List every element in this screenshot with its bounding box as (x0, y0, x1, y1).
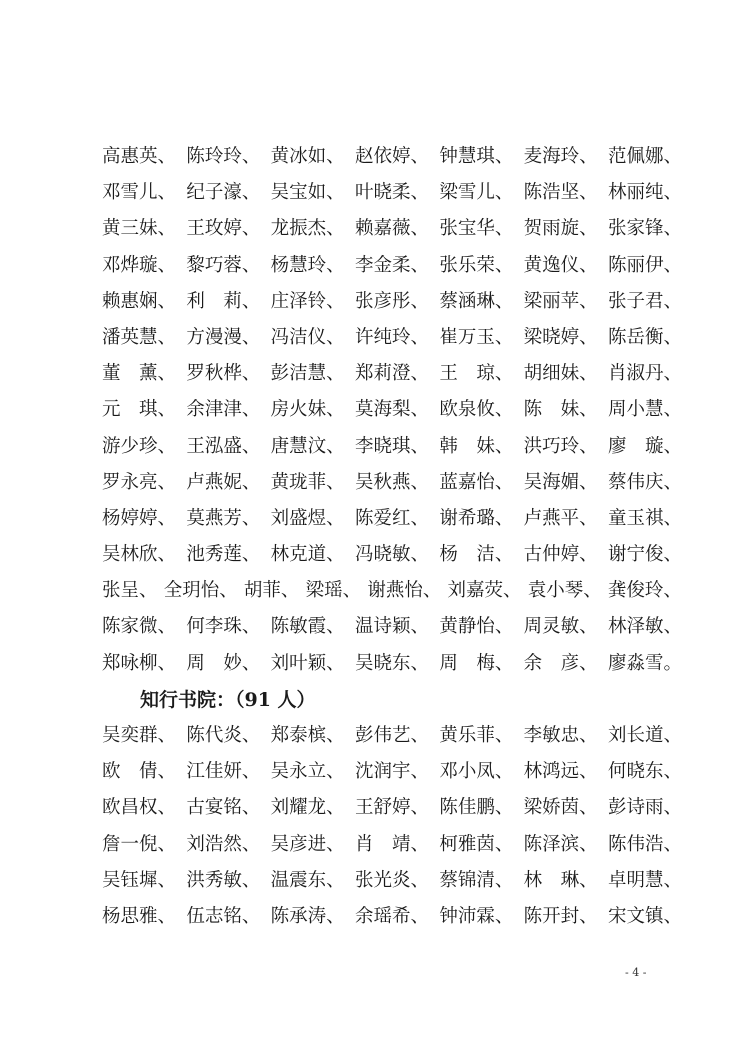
name-entry: 全玥怡、 (163, 580, 238, 602)
name-entry: 何李珠、 (186, 616, 261, 638)
name-entry: 吴彦进、 (270, 833, 345, 855)
name-row (102, 501, 682, 537)
name-entry: 黄逸仪、 (523, 254, 598, 276)
name-entry: 梁娇茵、 (523, 797, 598, 819)
name-entry: 王泓盛、 (186, 435, 261, 457)
name-row (102, 790, 682, 826)
name-entry: 廖 璇、 (607, 435, 682, 457)
name-entry: 林泽敏、 (607, 616, 682, 638)
name-list-block (102, 139, 682, 935)
name-row (102, 175, 682, 211)
name-entry: 余瑶希、 (354, 905, 429, 927)
name-entry: 钟沛霖、 (439, 905, 514, 927)
name-row (102, 465, 682, 501)
name-entry: 杨婷婷、 (102, 507, 177, 529)
name-entry: 谢希璐、 (439, 507, 514, 529)
name-entry: 张乐荣、 (439, 254, 514, 276)
name-entry: 梁瑶、 (305, 580, 362, 602)
name-entry: 周灵敏、 (523, 616, 598, 638)
name-entry: 潘英慧、 (102, 326, 177, 348)
name-entry: 李晓琪、 (354, 435, 429, 457)
name-row (102, 827, 682, 863)
name-entry: 赖嘉薇、 (354, 218, 429, 240)
name-entry: 陈玲玲、 (186, 146, 261, 167)
name-entry: 陈承涛、 (270, 905, 345, 927)
name-entry: 黄三妹、 (102, 218, 177, 240)
name-entry: 冯洁仪、 (270, 326, 345, 348)
name-row (102, 429, 682, 465)
name-entry: 吴奕群、 (102, 725, 177, 746)
name-entry: 王舒婷、 (354, 797, 429, 819)
name-entry: 谢燕怡、 (367, 580, 442, 602)
name-entry: 陈佳鹏、 (439, 797, 514, 819)
name-list-section-1 (102, 139, 682, 682)
name-entry: 范佩娜、 (607, 146, 682, 167)
name-entry: 唐慧汶、 (270, 435, 345, 457)
name-entry: 詹一倪、 (102, 833, 177, 855)
name-entry: 周小慧、 (607, 399, 682, 421)
name-row (102, 646, 682, 682)
name-row (102, 320, 682, 356)
name-entry: 伍志铭、 (186, 905, 261, 927)
name-row (102, 211, 682, 247)
name-entry: 池秀莲、 (186, 544, 261, 566)
name-entry: 邓雪儿、 (102, 182, 177, 204)
name-entry: 余 彦、 (523, 652, 598, 674)
name-entry: 沈润宇、 (354, 761, 429, 783)
name-entry: 元 琪、 (102, 399, 177, 421)
name-entry: 刘耀龙、 (270, 797, 345, 819)
name-row (102, 573, 682, 609)
name-entry: 贺雨旋、 (523, 218, 598, 240)
name-entry: 吴宝如、 (270, 182, 345, 204)
name-entry: 梁丽苹、 (523, 290, 598, 312)
name-entry: 邓小凤、 (439, 761, 514, 783)
name-entry: 杨 洁、 (439, 544, 514, 566)
name-entry: 罗永亮、 (102, 471, 177, 493)
name-entry: 蓝嘉怡、 (439, 471, 514, 493)
name-entry: 肖淑丹、 (607, 363, 682, 385)
name-entry: 陈伟浩、 (607, 833, 682, 855)
name-entry: 吴林欣、 (102, 544, 177, 566)
name-entry: 袁小琴、 (527, 580, 602, 602)
name-entry: 古宴铭、 (186, 797, 261, 819)
name-entry: 莫海梨、 (354, 399, 429, 421)
name-entry: 钟慧琪、 (439, 146, 514, 167)
name-entry: 张光炎、 (354, 869, 429, 891)
name-entry: 童玉祺、 (607, 507, 682, 529)
name-row (102, 609, 682, 645)
name-entry: 刘盛煜、 (270, 507, 345, 529)
name-entry: 彭诗雨、 (607, 797, 682, 819)
name-entry: 温震东、 (270, 869, 345, 891)
name-entry: 谢宁俊、 (607, 544, 682, 566)
name-entry: 李敏忠、 (523, 725, 598, 746)
name-entry: 胡菲、 (243, 580, 300, 602)
name-entry: 陈丽伊、 (607, 254, 682, 276)
name-row (102, 754, 682, 790)
name-entry: 庄泽铃、 (270, 290, 345, 312)
name-entry: 梁雪儿、 (439, 182, 514, 204)
name-row (102, 718, 682, 754)
name-entry: 陈开封、 (523, 905, 598, 927)
name-row (102, 537, 682, 573)
name-entry: 蔡涵琳、 (439, 290, 514, 312)
name-entry: 黄乐菲、 (439, 725, 514, 746)
name-entry: 郑泰槟、 (270, 725, 345, 746)
name-entry: 周 梅、 (439, 652, 514, 674)
name-entry: 蔡锦清、 (439, 869, 514, 891)
name-entry: 卢燕平、 (523, 507, 598, 529)
name-entry: 黎巧蓉、 (186, 254, 261, 276)
name-entry: 彭伟艺、 (354, 725, 429, 746)
name-entry: 王玫婷、 (186, 218, 261, 240)
name-entry: 陈爱红、 (354, 507, 429, 529)
name-entry: 胡细妹、 (523, 363, 598, 385)
name-entry: 吴海媚、 (523, 471, 598, 493)
name-entry: 王 琼、 (439, 363, 514, 385)
name-entry: 梁晓婷、 (523, 326, 598, 348)
name-entry: 陈浩坚、 (523, 182, 598, 204)
name-entry: 韩 妹、 (439, 435, 514, 457)
name-entry: 宋文镇、 (607, 905, 682, 927)
name-entry: 肖 靖、 (354, 833, 429, 855)
name-entry: 崔万玉、 (439, 326, 514, 348)
name-entry: 吴钰墀、 (102, 869, 177, 891)
name-entry: 房火妹、 (270, 399, 345, 421)
name-entry: 叶晓柔、 (354, 182, 429, 204)
name-entry: 游少珍、 (102, 435, 177, 457)
name-entry: 林 琳、 (523, 869, 598, 891)
name-entry: 温诗颖、 (354, 616, 429, 638)
name-row (102, 863, 682, 899)
name-entry: 刘长道、 (607, 725, 682, 746)
name-entry: 欧泉攸、 (439, 399, 514, 421)
name-entry: 陈岳衡、 (607, 326, 682, 348)
name-entry: 蔡伟庆、 (607, 471, 682, 493)
name-entry: 彭洁慧、 (270, 363, 345, 385)
name-entry: 麦海玲、 (523, 146, 598, 167)
name-entry: 罗秋桦、 (186, 363, 261, 385)
name-entry: 龚俊玲、 (607, 580, 682, 602)
name-entry: 陈 妹、 (523, 399, 598, 421)
name-entry: 洪巧玲、 (523, 435, 598, 457)
name-entry: 何晓东、 (607, 761, 682, 783)
name-entry: 刘叶颖、 (270, 652, 345, 674)
name-entry: 郑咏柳、 (102, 652, 177, 674)
name-entry: 黄珑菲、 (270, 471, 345, 493)
name-entry: 张子君、 (607, 290, 682, 312)
name-entry: 杨思雅、 (102, 905, 177, 927)
name-entry: 卢燕妮、 (186, 471, 261, 493)
name-entry: 利 莉、 (186, 290, 261, 312)
name-entry: 张家锋、 (607, 218, 682, 240)
name-entry: 周 妙、 (186, 652, 261, 674)
name-entry: 欧 倩、 (102, 761, 177, 783)
name-entry: 欧昌权、 (102, 797, 177, 819)
section-heading-zhixing: 知行书院：（91 人） (140, 688, 316, 711)
name-entry: 林克道、 (270, 544, 345, 566)
name-entry: 莫燕芳、 (186, 507, 261, 529)
name-entry: 陈家微、 (102, 616, 177, 638)
name-entry: 张宝华、 (439, 218, 514, 240)
name-list-section-2 (102, 718, 682, 935)
name-entry: 陈代炎、 (186, 725, 261, 746)
name-row (102, 139, 682, 175)
name-entry: 黄冰如、 (270, 146, 345, 167)
name-entry: 张彦彤、 (354, 290, 429, 312)
name-entry: 董 薰、 (102, 363, 177, 385)
name-entry: 刘浩然、 (186, 833, 261, 855)
name-entry: 林鸿远、 (523, 761, 598, 783)
name-entry: 纪子濠、 (186, 182, 261, 204)
name-entry: 刘嘉荧、 (447, 580, 522, 602)
name-entry: 廖淼雪。 (607, 652, 682, 674)
name-entry: 邓烨璇、 (102, 254, 177, 276)
name-entry: 吴永立、 (270, 761, 345, 783)
name-entry: 许纯玲、 (354, 326, 429, 348)
name-entry: 江佳妍、 (186, 761, 261, 783)
page-number: - 4 - (625, 966, 647, 979)
name-entry: 洪秀敏、 (186, 869, 261, 891)
name-entry: 陈敏霞、 (270, 616, 345, 638)
name-entry: 赖惠娴、 (102, 290, 177, 312)
name-entry: 余津津、 (186, 399, 261, 421)
name-entry: 林丽纯、 (607, 182, 682, 204)
name-entry: 张呈、 (102, 580, 158, 602)
name-entry: 卓明慧、 (607, 869, 682, 891)
name-entry: 杨慧玲、 (270, 254, 345, 276)
name-entry: 高惠英、 (102, 146, 177, 167)
name-row (102, 392, 682, 428)
name-entry: 柯雅茵、 (439, 833, 514, 855)
name-entry: 龙振杰、 (270, 218, 345, 240)
name-entry: 陈泽滨、 (523, 833, 598, 855)
name-row (102, 356, 682, 392)
name-entry: 黄静怡、 (439, 616, 514, 638)
name-row (102, 284, 682, 320)
name-entry: 古仲婷、 (523, 544, 598, 566)
name-entry: 冯晓敏、 (354, 544, 429, 566)
name-entry: 吴秋燕、 (354, 471, 429, 493)
name-row (102, 248, 682, 284)
name-entry: 李金柔、 (354, 254, 429, 276)
name-entry: 方漫漫、 (186, 326, 261, 348)
name-entry: 赵依婷、 (354, 146, 429, 167)
name-entry: 吴晓东、 (354, 652, 429, 674)
name-entry: 郑莉澄、 (354, 363, 429, 385)
name-row (102, 899, 682, 935)
